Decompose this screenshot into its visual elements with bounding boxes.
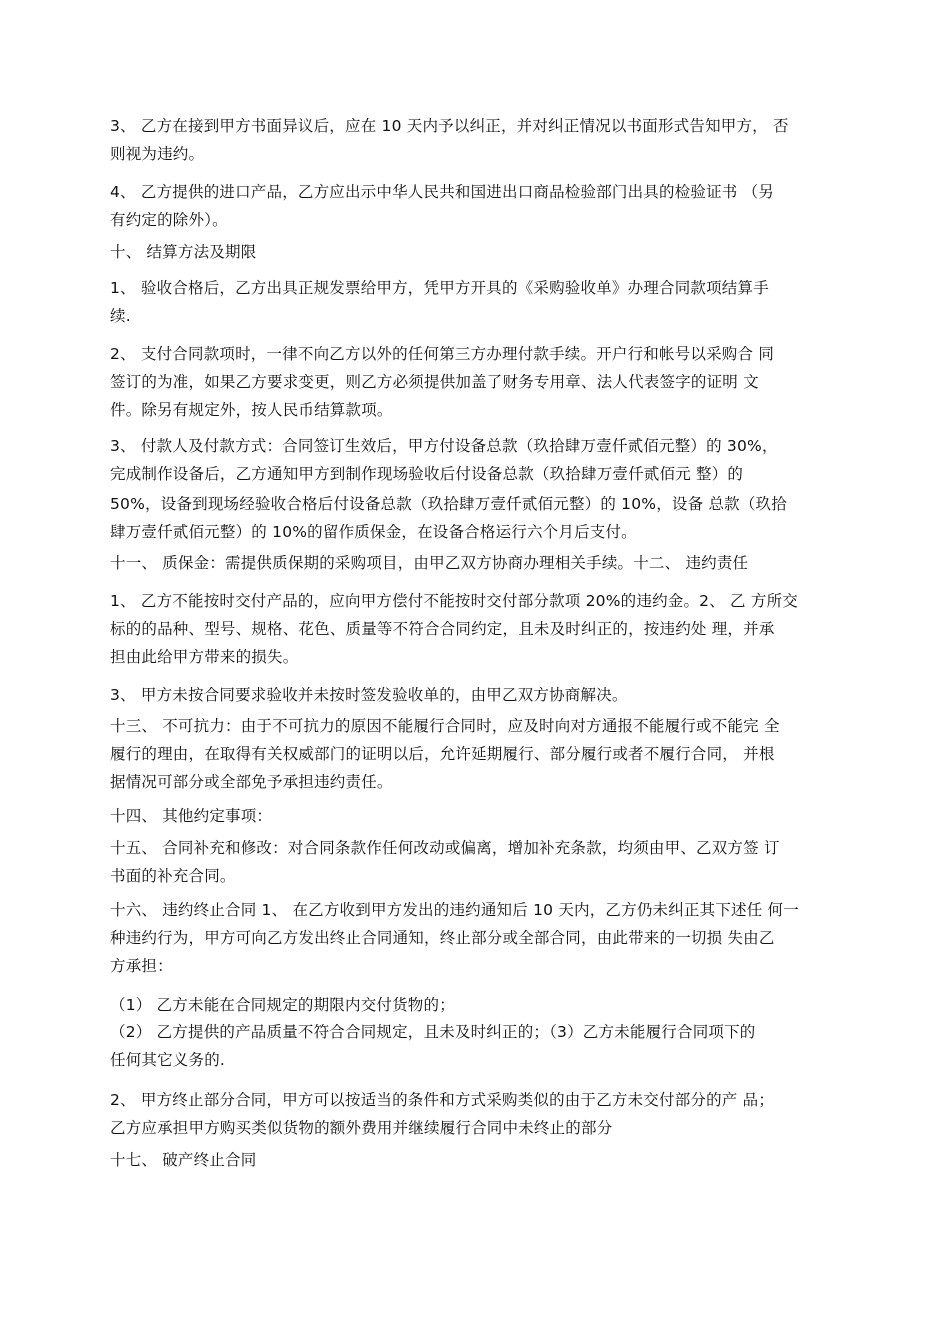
text-line: 任何其它义务的.	[110, 1051, 226, 1069]
text-line: 据情况可部分或全部免予承担违约责任。	[110, 773, 393, 791]
text-line: 乙方应承担甲方购买类似货物的额外费用并继续履行合同中未终止的部分	[110, 1119, 613, 1137]
text-line: 担由此给甲方带来的损失。	[110, 648, 299, 666]
text-line: 标的的品种、型号、规格、花色、质量等不符合合同约定，且未及时纠正的，按违约处 理，并承	[110, 620, 775, 638]
text-line: 3、 甲方未按合同要求验收并未按时签发验收单的，由甲乙双方协商解决。	[110, 686, 628, 704]
text-line: 有约定的除外）。	[110, 211, 228, 229]
text-line: 4、 乙方提供的进口产品，乙方应出示中华人民共和国进出口商品检验部门出具的检验证书 （另	[110, 183, 775, 201]
text-line: 续.	[110, 307, 131, 325]
text-line: 3、 乙方在接到甲方书面异议后，应在 10 天内予以纠正，并对纠正情况以书面形式告知甲方， 否	[110, 117, 789, 135]
section-heading: 十、 结算方法及期限	[110, 243, 257, 261]
text-line: 完成制作设备后，乙方通知甲方到制作现场验收后付设备总款（玖拾肆万壹仟贰佰元 整）的	[110, 465, 744, 483]
section-heading: 十七、 破产终止合同	[110, 1151, 257, 1169]
text-line: 50%，设备到现场经验收合格后付设备总款（玖拾肆万壹仟贰佰元整）的 10%，设备 总款（玖拾	[110, 495, 787, 513]
section-heading: 十四、 其他约定事项：	[110, 807, 273, 825]
list-item: （1） 乙方未能在合同规定的期限内交付货物的；	[110, 996, 455, 1014]
section-heading: 十六、 违约终止合同 1、 在乙方收到甲方发出的违约通知后 10 天内，乙方仍未纠正其下述任 何一	[110, 901, 799, 919]
text-line: 书面的补充合同。	[110, 867, 236, 885]
text-line: 1、 乙方不能按时交付产品的，应向甲方偿付不能按时交付部分款项 20%的违约金。2、 乙 方所交	[110, 592, 798, 610]
section-heading: 十五、 合同补充和修改：对合同条款作任何改动或偏离，增加补充条款，均须由甲、乙双方签 订	[110, 839, 780, 857]
section-heading: 十一、 质保金：需提供质保期的采购项目，由甲乙双方协商办理相关手续。十二、 违约责任	[110, 554, 749, 572]
text-line: 肆万壹仟贰佰元整）的 10%的留作质保金，在设备合格运行六个月后支付。	[110, 523, 637, 541]
text-line: 2、 支付合同款项时，一律不向乙方以外的任何第三方办理付款手续。开户行和帐号以采购合 同	[110, 345, 775, 363]
text-line: 签订的为准，如果乙方要求变更，则乙方必须提供加盖了财务专用章、法人代表签字的证明 文	[110, 373, 759, 391]
section-heading: 十三、 不可抗力：由于不可抗力的原因不能履行合同时，应及时向对方通报不能履行或不能完 全	[110, 717, 780, 735]
text-line: 件。除另有规定外，按人民币结算款项。	[110, 401, 393, 419]
text-line: 2、 甲方终止部分合同，甲方可以按适当的条件和方式采购类似的由于乙方未交付部分的产 品；	[110, 1091, 775, 1109]
list-item: （2） 乙方提供的产品质量不符合合同规定，且未及时纠正的；（3）乙方未能履行合同项下的	[110, 1023, 756, 1041]
text-line: 履行的理由，在取得有关权威部门的证明以后，允许延期履行、部分履行或者不履行合同， 并根	[110, 745, 775, 763]
text-line: 方承担：	[110, 957, 173, 975]
text-line: 种违约行为，甲方可向乙方发出终止合同通知，终止部分或全部合同，由此带来的一切损 失由乙	[110, 929, 775, 947]
text-line: 则视为违约。	[110, 145, 205, 163]
text-line: 3、 付款人及付款方式：合同签订生效后，甲方付设备总款（玖拾肆万壹仟贰佰元整）的 30%，	[110, 437, 778, 455]
text-line: 1、 验收合格后，乙方出具正规发票给甲方，凭甲方开具的《采购验收单》办理合同款项结算手	[110, 279, 769, 297]
